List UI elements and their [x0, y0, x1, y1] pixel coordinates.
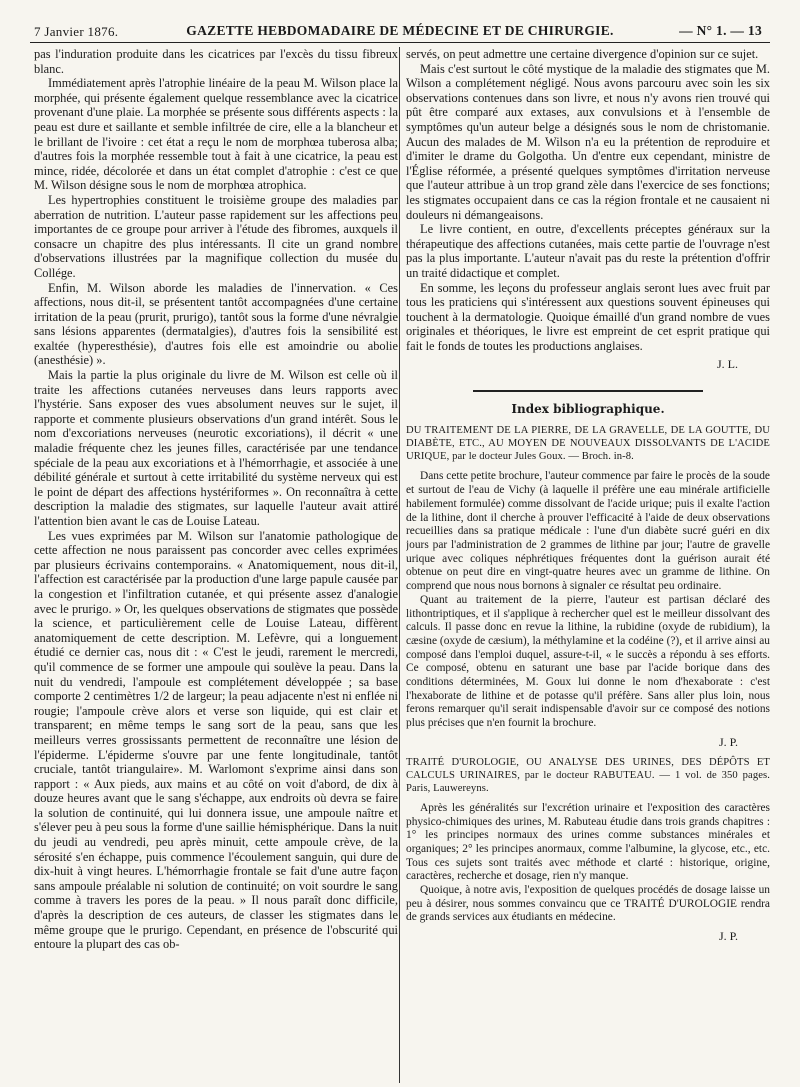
- paragraph: Quant au traitement de la pierre, l'auteur est partisan déclaré des lithontriptiques, et il s'applique à rechercher quel est le meilleur dissolvant des calculs. Il passe donc en revue la lithine, la rubidine (oxyde de rubidium), la cæsine (oxyde de cæsium), la méthylamine et la codéine (?), et il arrive ainsi au composé dans l'emploi duquel, assure-t-il, « le succès a répondu à ses efforts. Ce composé, obtenu en saturant une base par l'acide borique dans des conditions déterminées, M. Goux lui donne le nom d'hexaborate : c'est l'hexaborate de lithine et de potasse qu'il préfère. Sans aller plus loin, nous ferons remarquer qu'il serait indispensable d'avoir sur ce composé des notions plus précises que n'en fournit la brochure.: [406, 593, 770, 730]
- paragraph: Les vues exprimées par M. Wilson sur l'anatomie pathologique de cette affection ne nous paraissent pas concorder avec celles exprimées par plusieurs écrivains contemporains. « Anatomiquement, nous dit-il, l'affection est caractérisée par la production d'une large papule causée par la congestion et l'infiltration cutanée, et qui présente assez d'analogie avec le prurigo. » Or, les quelques observations de stigmates que possède la science, et particulièrement celle de Louise Lateau, diffèrent anatomiquement de cette description. M. Lefèvre, qui a longuement étudié ce dernier cas, nous dit : « C'est le jeudi, rarement le mercredi, qu'il commence de se former une ampoule qui soulève la peau. Dans la nuit du vendredi, l'ampoule est complétement développée ; sa base comporte 2 centimètres 1/2 de largeur; la peau adjacente n'est ni enflée ni rougie; l'ampoule crève alors et verse son liquide, qui est clair et transparent; en même temps le sang sort de la peau, sans que les meilleurs verres grossissants permettent de reconnaître une lésion de l'épiderme. L'épiderme s'ouvre par une fente longitudinale, tantôt cruciale, tantôt triangulaire». M. Warlomont s'exprime ainsi dans son rapport : « Aux pieds, aux mains et au côté on voit d'abord, de dix à douze heures avant que le sang s'échappe, aux endroits où devra se faire la solution de continuité, qui lui donnera issue, une ampoule naître et s'élever peu à peu sous la forme d'une saillie hémisphérique. Dans la nuit du jeudi au vendredi, peu après minuit, cette ampoule crève, de la sérosité s'en échappe, puis commence l'écoulement sanguin, qui dure de dix-huit à vingt heures. L'hémorrhagie frontale se fait d'une autre façon sans ampoule préalable ni solution de continuité; on voit sourdre le sang comme à travers les pores de la peau. » Il nous paraît donc difficile, d'après la description de ces auteurs, de classer les stigmates dans le même groupe que le prurigo. Cependant, en présence de l'obscurité qui entoure la plupart des cas ob-: [34, 528, 398, 952]
- column-divider: [399, 47, 400, 1083]
- section-separator: [473, 390, 703, 392]
- author-signature: J. L.: [717, 357, 738, 372]
- running-head: [30, 22, 770, 43]
- paragraph: Après les généralités sur l'excrétion urinaire et l'exposition des caractères physico-chimiques des urines, M. Rabuteau étudie dans trois grands chapitres : 1° les principes normaux des urines comme substances minérales et organiques; 2° les principes anormaux, comme l'albumine, la glycose, etc., etc. Tous ces sujets sont traités avec méthode et clarté : historique, origine, caractères, recherche et dosage, rien n'y manque.: [406, 801, 770, 883]
- journal-title: GAZETTE HEBDOMADAIRE DE MÉDECINE ET DE CHIRURGIE.: [186, 23, 614, 38]
- paragraph: Enfin, M. Wilson aborde les maladies de l'innervation. « Ces affections, nous dit-il, se présentent tantôt accompagnées d'une certaine irritation de la peau (prurit, prurigo), tantôt sous la forme d'une névralgie sans lésions apparentes (dermatalgies), d'autres fois la sensibilité est exaltée (hyperesthésie), d'autres fois elle est amoindrie ou abolie (anesthésie) ».: [34, 280, 398, 368]
- paragraph: En somme, les leçons du professeur anglais seront lues avec fruit par tous les praticiens qui s'intéressent aux questions souvent épineuses qui touchent à la dermatologie. Quoique émaillé d'un grand nombre de vues originales et théoriques, le livre est empreint de cet esprit pratique qui fait le fonds de toutes les productions anglaises.: [406, 280, 770, 353]
- two-column-body: [30, 47, 770, 1083]
- paragraph: pas l'induration produite dans les cicatrices par l'excès du tissu fibreux blanc.: [34, 47, 398, 76]
- reviewer-signature: J. P.: [718, 929, 738, 944]
- bibliography-entry-heading: TRAITÉ D'UROLOGIE, OU ANALYSE DES URINES, DES DÉPÔTS ET CALCULS URINAIRES, par le docteur RABUTEAU. — 1 vol. de 350 pages. Paris, Lauwereyns.: [406, 756, 770, 794]
- issue-date: 7 Janvier 1876.: [34, 24, 119, 39]
- paragraph: Les hypertrophies constituent le troisième groupe des maladies par aberration de nutrition. L'auteur passe rapidement sur les affections peu importantes de ce groupe pour arriver à l'étude des fibromes, auxquels il consacre un chapitre des plus intéressants. Il cite un grand nombre d'observations illustrées par la magnifique collection du musée du Collége.: [34, 192, 398, 280]
- paragraph: Mais c'est surtout le côté mystique de la maladie des stigmates que M. Wilson a complétement négligé. Nous avons parcouru avec soin les six observations contenues dans son livre, et nous n'y avons rien trouvé qui pût être comparé aux extases, aux convulsions et à l'ensemble de symptômes qu'un auteur belge a désignés sous le nom de christomanie. Aucun des malades de M. Wilson n'a eu la prétention de reproduire et d'imiter le drame du Golgotha. Un d'entre eux cependant, ministre de l'Église réformée, a présenté quelques symptômes d'irritation nerveuse que l'auteur attribue à un trop grand zèle dans l'exercice de ses fonctions; les stigmates occupaient dans ce cas la région frontale et ne causaient ni douleurs ni démangeaisons.: [406, 61, 770, 222]
- paragraph: servés, on peut admettre une certaine divergence d'opinion sur ce sujet.: [406, 47, 759, 61]
- paragraph: Dans cette petite brochure, l'auteur commence par faire le procès de la soude et surtout de l'eau de Vichy (à laquelle il préfère une eau minérale artificielle habilement formulée) comme dissolvant de l'acide urique; puis il exalte l'action de la lithine, dont il cherche à prouver l'efficacité à l'aide de deux observations recueillies dans sa pratique médicale : l'une d'un diabète sucré guéri en dix jours par l'administration de 2 grammes de lithine par jour; l'autre de gravelle urique avec coliques néphrétiques fréquentes dont la guérison aurait été obtenue on peut dire en vingt-quatre heures avec un gramme de lithine. On comprend que nous nous bornons à signaler ce résultat peu ordinaire.: [406, 470, 770, 593]
- paragraph: Immédiatement après l'atrophie linéaire de la peau M. Wilson place la morphée, qui présente également quelque ressemblance avec la cicatrice provenant d'une plaie. La morphée se présente sous différents aspects : la peau est dure et saillante et semble infiltrée de cire, elle a la blancheur et le brillant de l'ivoire : cet état a reçu le nom de morphœa tuberosa alba; d'autres fois la morphée ressemble tout à fait à une cicatrice, la peau est mince, ridée, décolorée et dans un état complet d'atrophie : c'est ce que M. Wilson désigne sous le nom de morphœa atrophica.: [34, 76, 398, 193]
- left-column: [34, 47, 398, 1083]
- bibliography-entry-heading: DU TRAITEMENT DE LA PIERRE, DE LA GRAVELLE, DE LA GOUTTE, DU DIABÈTE, ETC., AU MOYEN DE NOUVEAUX DISSOLVANTS DE L'ACIDE URIQUE, par le docteur Jules Goux. — Broch. in-8.: [406, 425, 770, 463]
- reviewer-signature: J. P.: [718, 734, 738, 749]
- right-column: [406, 47, 770, 1083]
- paragraph: Le livre contient, en outre, d'excellents préceptes généraux sur la thérapeutique des affections cutanées, mais cette partie de l'ouvrage n'est pas la plus importante. L'auteur n'avait pas du reste la prétention d'offrir un traité didactique et complet.: [406, 222, 770, 280]
- issue-number: — N° 1. — 13: [679, 23, 762, 38]
- paragraph: Quoique, à notre avis, l'exposition de quelques procédés de dosage laisse un peu à désirer, nous sommes convaincu que ce TRAITÉ D'UROLOGIE rendra de grands services aux étudiants en médecine.: [406, 884, 770, 924]
- paragraph: Mais la partie la plus originale du livre de M. Wilson est celle où il traite les affections cutanées nerveuses dans leurs rapports avec l'hystérie. Sans exposer des vues absolument neuves sur le sujet, il rapporte et commente plusieurs observations d'un grand intérêt. Sous le nom d'excoriations nerveuses (neurotic excoriations), il décrit « une maladie fréquente chez les jeunes filles, caractérisée par une tendance spéciale de la peau aux excoriations et à l'hémorrhagie, et associée à une débilité générale et surtout à cette irritabilité du système nerveux qui est le point de départ des affections hystériformes ». On reconnaîtra à cette description la maladie des stigmates, sur laquelle l'auteur avait attiré l'attention bien avant le cas de Louise Lateau.: [34, 368, 398, 528]
- section-title: Index bibliographique.: [511, 402, 665, 417]
